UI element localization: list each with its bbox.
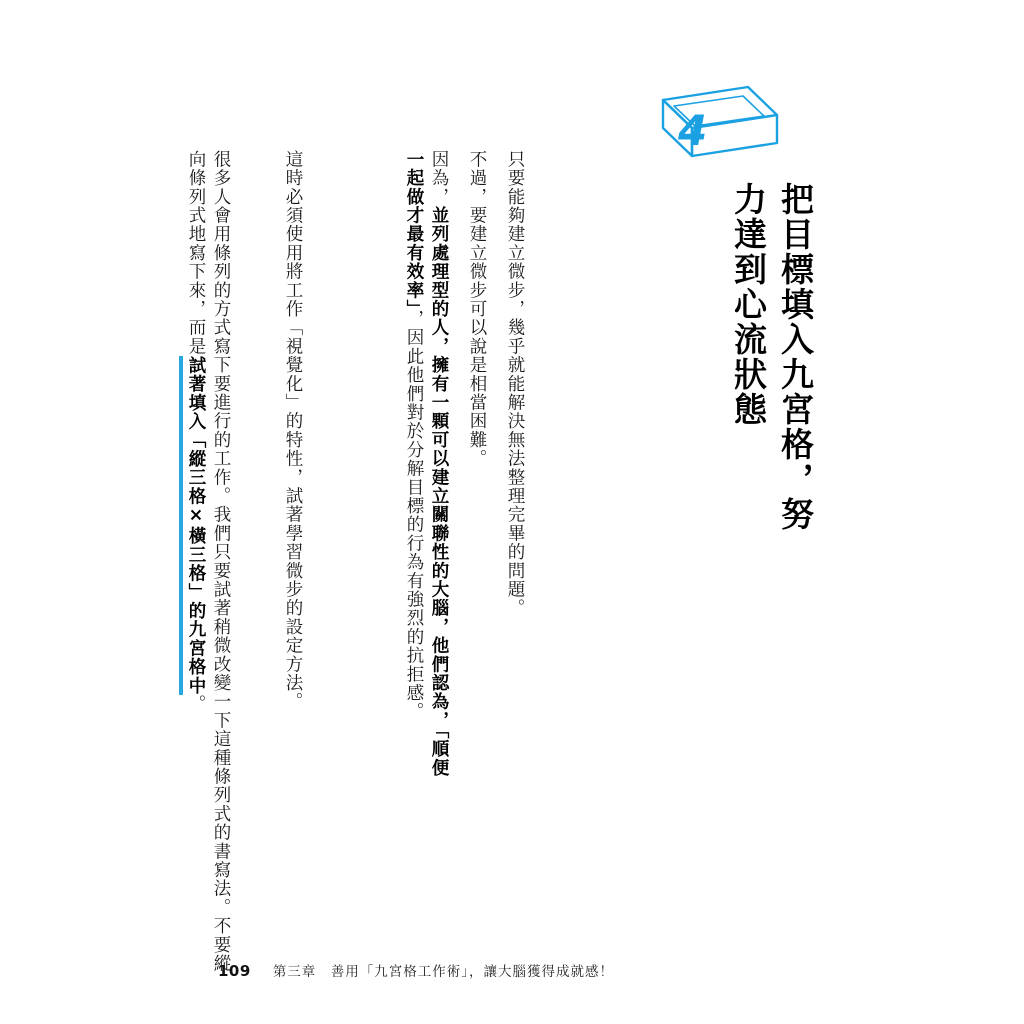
page-footer <box>218 960 614 980</box>
paragraph-3-tail: ，因此他們對於分解目標的行為有強烈的抗拒感。 <box>404 309 424 721</box>
paragraph-4: 這時必須使用將工作「視覺化」的特性，試著學習微步的設定方法。 <box>283 150 303 711</box>
page-number: 109 <box>218 962 251 980</box>
paragraph-2: 不過，要建立微步可以說是相當困難。 <box>467 150 487 468</box>
running-head: 第三章 善用「九宮格工作術」，讓大腦獲得成就感！ <box>272 964 615 980</box>
paragraph-5-lead: 很多人會用條列的方式寫下要進行的工作。我們只要試著稍微改變一下這種條列式的書寫法。不要縱向條列式地寫下來，而是 <box>186 150 231 973</box>
paragraph-3 <box>402 150 452 790</box>
paragraph-5 <box>184 150 234 980</box>
paragraph-3-emphasis: 並列處理型的人，擁有一顆可以建立關聯性的大腦，他們認為，「順便一起做才最有效率」 <box>404 150 449 778</box>
chapter-number-box <box>630 82 780 192</box>
paragraph-1: 只要能夠建立微步，幾乎就能解決無法整理完畢的問題。 <box>505 150 525 618</box>
chapter-number: 4 <box>678 106 708 155</box>
page-title: 把目標填入九宮格，努力達到心流狀態 <box>729 182 815 532</box>
highlighted-phrase: 試著填入「縱三格×橫三格」的九宮格中 <box>179 356 206 695</box>
paragraph-3-lead: 因為， <box>429 150 449 207</box>
paragraph-5-tail: 。 <box>186 694 206 714</box>
